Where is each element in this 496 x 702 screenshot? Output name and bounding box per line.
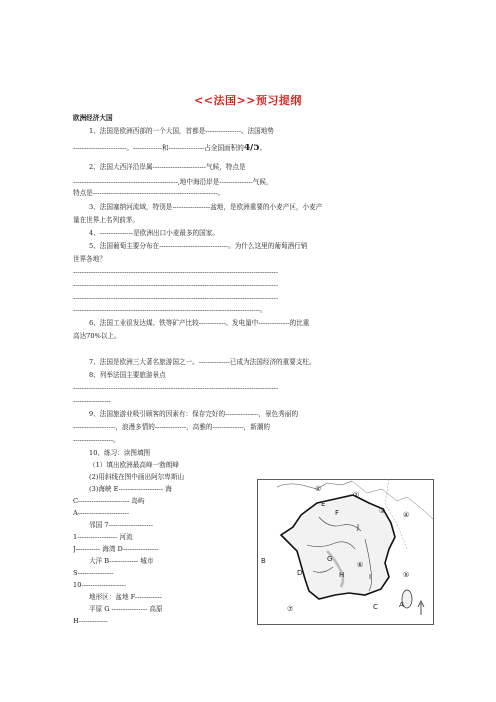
answer-dash-line: -------------------------------------------------------------------------------------------- [73, 268, 278, 276]
answer-dash-line: -------------------------------------------------------------------------------------------- [73, 384, 278, 392]
fill-10: 10-------------------- [73, 581, 126, 589]
fraction-four-fifths: 4/5 [243, 144, 260, 152]
fill-basin: 地形区：盆地 F------------ [89, 593, 162, 601]
question-10: 10、练习：读图填图 [89, 449, 151, 457]
fill-city: S---------------- [73, 569, 114, 577]
question-1-end: 。 [259, 144, 267, 152]
map-label-1: ① [315, 485, 322, 493]
question-4: 4、---------------是欧洲出口小麦最多的国家。 [89, 229, 219, 237]
map-label-G: G [327, 555, 333, 563]
fill-neighbor: 邻国 7-------------------- [89, 521, 154, 529]
fill-river: 1------------------ 河流 [73, 533, 133, 541]
map-label-H: H [339, 571, 345, 579]
map-label-A: A [399, 601, 404, 609]
fill-plateau: H------------- [73, 617, 108, 625]
map-label-E: E [321, 500, 326, 508]
map-label-7: ⑦ [287, 605, 294, 613]
map-label-F: F [335, 509, 340, 517]
map-label-6: ⑥ [357, 561, 364, 569]
question-9-line-c: ------------------。 [73, 436, 120, 444]
question-2-line-a: 2、法国大西洋沿岸属------------------------气候，特点是 [89, 163, 246, 171]
fill-strait: (3)海峡 E-------------------- 海 [89, 485, 172, 493]
question-9-line-a: 9、法国旅游业吸引顾客的因素有：保存完好的---------------，景色秀丽的 [89, 410, 299, 418]
fill-island: C----------------------- 岛屿 [73, 497, 145, 505]
question-6-line-b: 高达70%以上。 [73, 332, 121, 340]
fill-bay: J----------- 海湾 D---------------- [73, 545, 159, 553]
question-6-line-a: 6、法国工业很发达煤、铁等矿产比较------------。发电量中--------------的比重 [89, 319, 310, 327]
question-5-line-b: 世界各地？ [73, 255, 106, 263]
question-3-line-a: 3、法国塞纳河流域，特别是-----------------盆地，是欧洲重要的小麦产区，小麦产 [89, 203, 323, 211]
question-1-line-a: 1、法国是欧洲西部的一个大国，首都是----------------。法国地势 [89, 127, 274, 135]
map-label-3: ③ [379, 507, 386, 515]
question-1-line-b [73, 144, 433, 152]
map-label-2: ② [353, 491, 360, 499]
fill-ocean: 大洋 B------------- 城市 [89, 557, 154, 565]
map-label-5: ⑤ [403, 571, 410, 579]
section-heading-economy: 欧洲经济大国 [73, 114, 113, 122]
answer-dash-line-end: ------------------------------------------------------------------------------------。 [73, 306, 267, 314]
question-8: 8、列举法国主要旅游景点 [89, 371, 166, 379]
question-9-line-b: -------------------，浪漫多情的--------------，高雅的--------------，新潮的 [73, 423, 271, 431]
question-1-text: ------------------------。-------------和----------------占全国面积的 [73, 144, 244, 152]
map-label-I: I [369, 573, 372, 581]
question-2-line-b: -----------------------------------------------,地中海沿岸是---------------气候， [73, 178, 273, 186]
france-map [257, 479, 434, 625]
answer-dash-line-short: ----------------- [73, 397, 111, 405]
map-label-J: J [357, 523, 360, 531]
map-label-C: C [373, 603, 378, 611]
question-10-part-2: (2)用斜线在图中画出阿尔卑斯山 [89, 473, 185, 481]
question-3-line-b: 量在世界上名列前茅。 [73, 216, 139, 224]
answer-dash-line: -------------------------------------------------------------------------------------------- [73, 281, 278, 289]
answer-dash-line: -------------------------------------------------------------------------------------------- [73, 294, 278, 302]
page-title: <<法国>>预习提纲 [194, 94, 302, 107]
question-2-line-c: 特点是--------------------------------------------------------。 [73, 189, 225, 197]
map-label-B: B [261, 557, 266, 565]
question-7: 7、法国是欧洲三大著名旅游国之一。--------------已成为法国经济的重要支柱。 [89, 358, 316, 366]
map-label-4: ④ [403, 511, 410, 519]
fill-plain: 平原 G ---------------- 高原 [89, 605, 163, 613]
fill-a: A----------------------- [73, 509, 130, 517]
question-5-line-a: 5、法国葡萄主要分布在-------------------------------。为什么这里的葡萄酒行销 [89, 242, 308, 250]
question-10-part-1: （1）填出欧洲最高峰一勃朗峰 [89, 461, 179, 469]
map-label-D: D [297, 569, 303, 577]
